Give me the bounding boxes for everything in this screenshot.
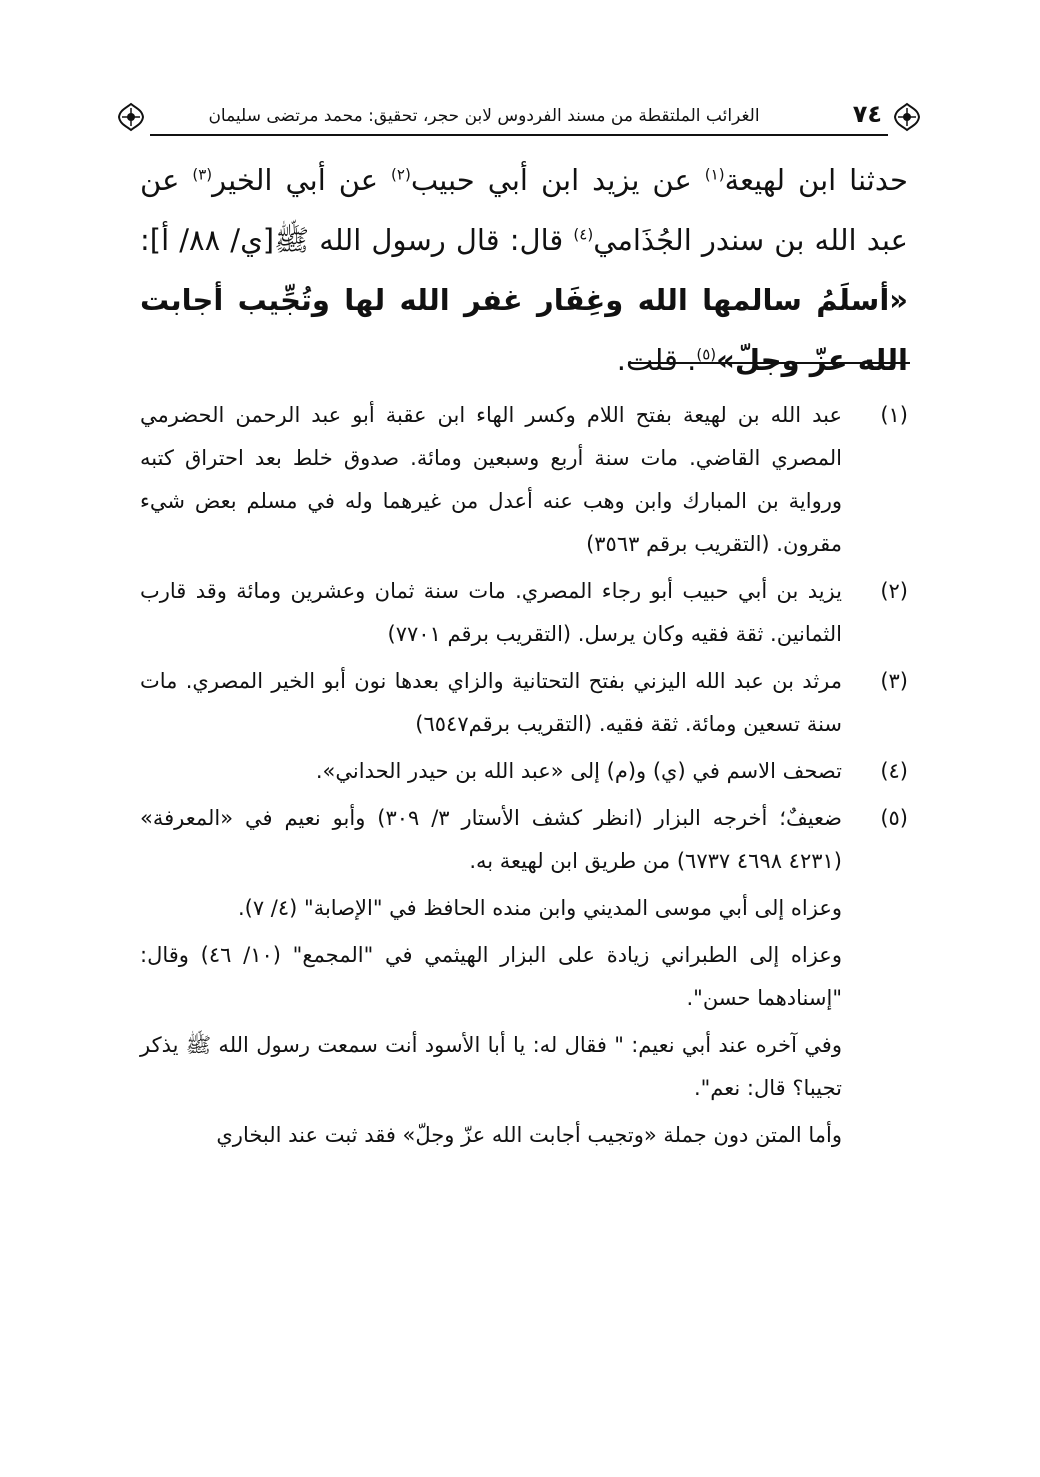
- footnote-ref-3[interactable]: (٣): [192, 165, 213, 184]
- footnote-text: يزيد بن أبي حبيب أبو رجاء المصري. مات سنة ثمان وعشرين ومائة وقد قارب الثمانين. ثقة فقيه وكان يرسل. (التقريب برقم ٧٧٠١): [140, 579, 842, 646]
- footnote-text: تصحف الاسم في (ي) و(م) إلى «عبد الله بن حيدر الحداني».: [315, 759, 842, 783]
- footnote-item: [140, 394, 908, 566]
- main-text-part: قال: قال رسول الله ﷺ[ي/ ٨٨/ أ]:: [140, 223, 574, 257]
- main-paragraph: [140, 150, 908, 390]
- footnote-text: عبد الله بن لهيعة بفتح اللام وكسر الهاء ابن عقبة أبو عبد الرحمن الحضرمي المصري القاضي. مات سنة أربع وسبعين ومائة. صدوق خلط بعد احتراق كتبه ورواية بن المبارك وابن وهب عنه أعدل من غيرهما وله في مسلم بعض شيء مقرون. (التقريب برقم ٣٥٦٣): [140, 403, 842, 556]
- ornament-left-icon: [116, 102, 146, 132]
- running-title: الغرائب الملتقطة من مسند الفردوس لابن حجر، تحقيق: محمد مرتضى سليمان: [208, 106, 760, 126]
- header-rule: [150, 134, 888, 136]
- footnote-continuation: وفي آخره عند أبي نعيم: " فقال له: يا أبا الأسود أنت سمعت رسول الله ﷺ يذكر تجيبا؟ قال: نعم".: [140, 1033, 842, 1100]
- main-text: [140, 150, 908, 390]
- footnote-number: (٣): [880, 669, 908, 693]
- footnote-continuation: وعزاه إلى أبي موسى المديني وابن منده الحافظ في "الإصابة" (٤/ ٧).: [237, 896, 842, 920]
- footnote-ref-4[interactable]: (٤): [573, 225, 594, 244]
- footnote-text: ضعيفٌ؛ أخرجه البزار (انظر كشف الأستار ٣/ ٣٠٩) وأبو نعيم في «المعرفة» (٤٢٣١ ٤٦٩٨ ٦٧٣٧) من طريق ابن لهيعة به.: [140, 806, 842, 873]
- ornament-right-icon: [892, 102, 922, 132]
- footnote-number: (١): [880, 403, 908, 427]
- main-text-ending: . قلت.: [616, 343, 697, 377]
- footnote-item: [140, 570, 908, 656]
- footnote-item: [140, 797, 908, 883]
- footnote-ref-5[interactable]: (٥): [696, 345, 717, 364]
- footnote-text: مرثد بن عبد الله اليزني بفتح التحتانية والزاي بعدها نون أبو الخير المصري. مات سنة تسعين ومائة. ثقة فقيه. (التقريب برقم٦٥٤٧): [140, 669, 842, 736]
- footnote-number: (٢): [880, 579, 908, 603]
- main-text-part: عن عبد الله بن سندر الجُذَامي: [140, 163, 908, 257]
- page-header: [116, 96, 922, 142]
- main-text-part: حدثنا ابن لهيعة: [724, 163, 908, 197]
- footnote-number: (٤): [880, 759, 908, 783]
- main-text-part: عن أبي الخير: [212, 163, 392, 197]
- hadith-text: «أسلَمُ سالمها الله وغِفَار غفر الله لها وتُجِّيب أجابت الله عزّ وجلّ»: [140, 283, 908, 377]
- footnote-separator: [628, 362, 910, 364]
- footnote-continuation: وأما المتن دون جملة «وتجيب أجابت الله عزّ وجلّ» فقد ثبت عند البخاري: [216, 1123, 842, 1147]
- footnote-ref-2[interactable]: (٢): [391, 165, 411, 184]
- footnote-continuation: وعزاه إلى الطبراني زيادة على البزار الهيثمي في "المجمع" (١٠/ ٤٦) وقال: "إسنادهما حسن".: [140, 943, 842, 1010]
- footnotes: [140, 394, 908, 1161]
- footnote-item: [140, 660, 908, 746]
- footnote-ref-1[interactable]: (١): [704, 165, 725, 184]
- page-number: ٧٤: [852, 100, 882, 128]
- main-text-part: عن يزيد ابن أبي حبيب: [410, 163, 705, 197]
- footnote-item: [140, 750, 908, 793]
- footnote-number: (٥): [880, 806, 908, 830]
